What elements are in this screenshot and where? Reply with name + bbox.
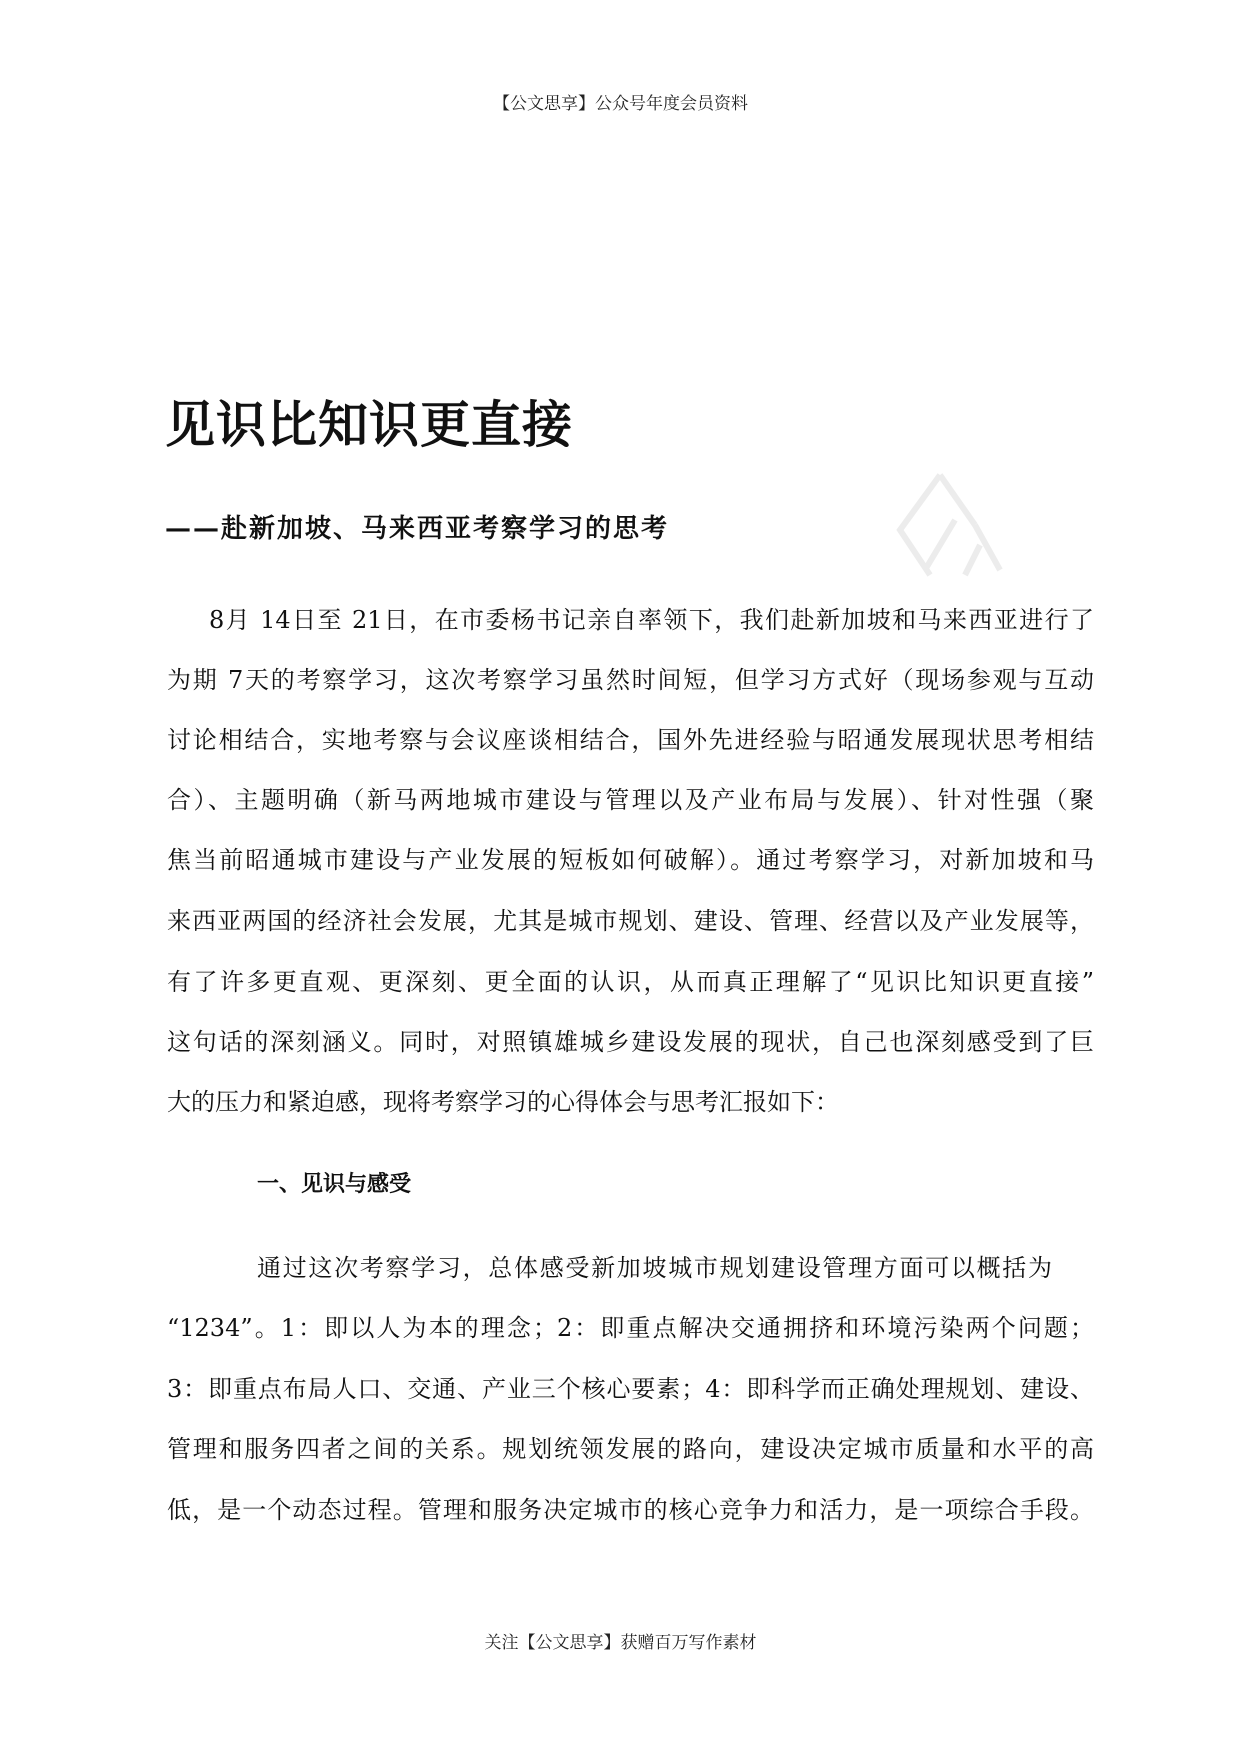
paragraph-line: 低，是一个动态过程。管理和服务决定城市的核心竞争力和活力，是一项综合手段。 bbox=[167, 1496, 1094, 1524]
paragraph-line: 为期 7天的考察学习，这次考察学习虽然时间短，但学习方式好（现场参观与互动 bbox=[167, 666, 1094, 694]
paragraph-line: “1234”。1：即以人为本的理念；2：即重点解决交通拥挤和环境污染两个问题； bbox=[167, 1314, 1094, 1342]
paragraph-line: 这句话的深刻涵义。同时，对照镇雄城乡建设发展的现状，自己也深刻感受到了巨 bbox=[167, 1028, 1094, 1056]
paragraph-line: 焦当前昭通城市建设与产业发展的短板如何破解）。通过考察学习，对新加坡和马 bbox=[167, 846, 1094, 874]
watermark-logo-icon bbox=[880, 470, 1010, 580]
paragraph-line: 通过这次考察学习，总体感受新加坡城市规划建设管理方面可以概括为 bbox=[257, 1254, 1052, 1282]
section-heading: 一、见识与感受 bbox=[257, 1172, 412, 1197]
paragraph-line: 来西亚两国的经济社会发展，尤其是城市规划、建设、管理、经营以及产业发展等， bbox=[167, 907, 1094, 935]
page-header: 【公文思享】公众号年度会员资料 bbox=[493, 94, 748, 114]
paragraph-line: 有了许多更直观、更深刻、更全面的认识，从而真正理解了“见识比知识更直接” bbox=[167, 968, 1094, 996]
document-subtitle: ——赴新加坡、马来西亚考察学习的思考 bbox=[165, 514, 670, 544]
paragraph-line: 8月 14日至 21日，在市委杨书记亲自率领下，我们赴新加坡和马来西亚进行了 bbox=[209, 606, 1094, 634]
document-title: 见识比知识更直接 bbox=[165, 396, 573, 454]
paragraph-line: 3：即重点布局人口、交通、产业三个核心要素；4：即科学而正确处理规划、建设、 bbox=[167, 1375, 1094, 1403]
paragraph-line: 管理和服务四者之间的关系。规划统领发展的路向，建设决定城市质量和水平的高 bbox=[167, 1435, 1094, 1463]
page-footer: 关注【公文思享】获赠百万写作素材 bbox=[484, 1633, 757, 1653]
paragraph-line: 大的压力和紧迫感，现将考察学习的心得体会与思考汇报如下： bbox=[167, 1088, 839, 1116]
paragraph-line: 合）、主题明确（新马两地城市建设与管理以及产业布局与发展）、针对性强（聚 bbox=[167, 786, 1094, 814]
paragraph-line: 讨论相结合，实地考察与会议座谈相结合，国外先进经验与昭通发展现状思考相结 bbox=[167, 726, 1094, 754]
